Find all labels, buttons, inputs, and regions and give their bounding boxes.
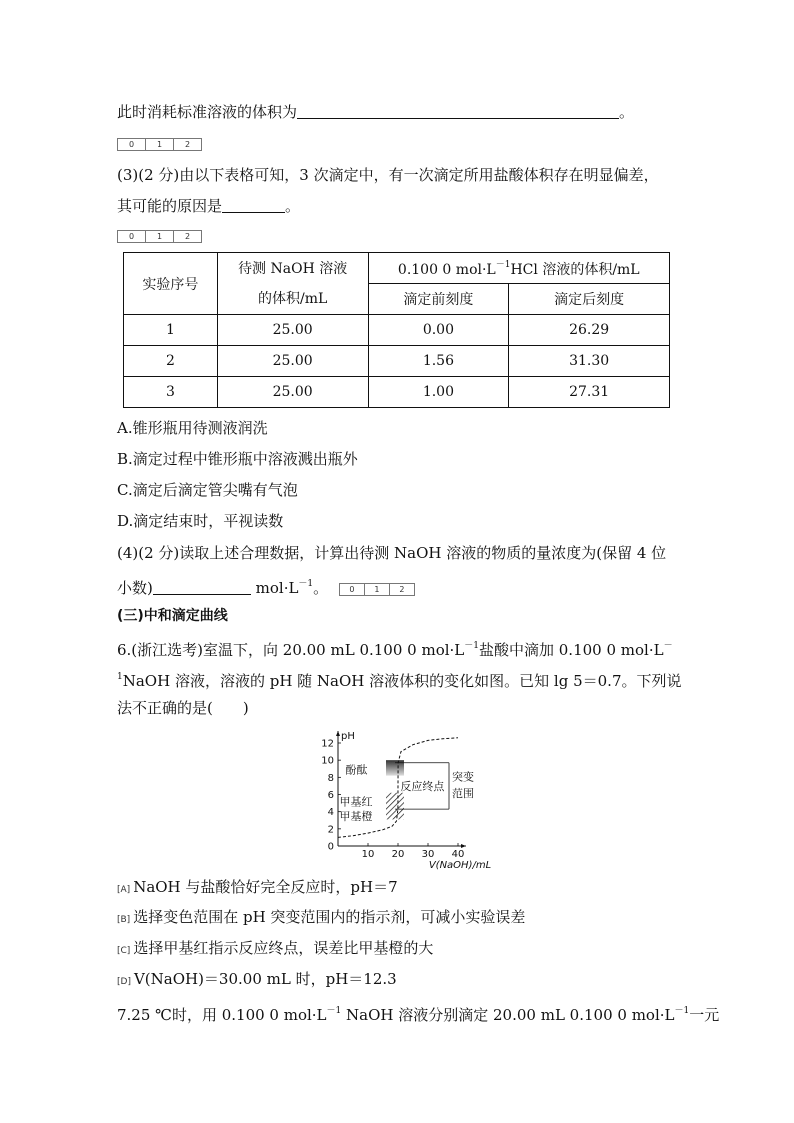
y-tick-label: 2 bbox=[327, 824, 334, 836]
y-tick-label: 10 bbox=[321, 755, 334, 767]
x-axis-label: V(NaOH)/mL bbox=[428, 860, 492, 871]
q4-answer-blank[interactable] bbox=[153, 578, 251, 595]
q3-line-2: 其可能的原因是 。 bbox=[117, 197, 301, 215]
x-axis-arrow bbox=[461, 844, 466, 848]
q4-line-2: 小数) $mol\cdot L^{-1}$。 0 1 2 bbox=[117, 574, 415, 598]
q6-option-a[interactable]: [A] NaOH 与盐酸恰好完全反应时，pH＝7 bbox=[117, 878, 398, 896]
y-axis-label: pH bbox=[341, 731, 355, 742]
score-mark[interactable]: 1 bbox=[146, 231, 174, 242]
score-mark[interactable]: 2 bbox=[184, 232, 191, 241]
label-methyl-orange: 甲基橙 bbox=[339, 809, 373, 823]
header-after: 滴定后刻度 bbox=[509, 284, 670, 315]
q3-option-d[interactable]: D.滴定结束时，平视读数 bbox=[117, 512, 284, 530]
table-row: 3 25.00 1.00 27.31 bbox=[124, 377, 670, 408]
label-jump-range-2: 范围 bbox=[452, 786, 474, 800]
x-tick-label: 20 bbox=[391, 849, 405, 860]
q6-line-2: $^1$NaOH 溶液，溶液的 pH 随 NaOH 溶液体积的变化如图。已知 lg 5＝0.7。下列说 bbox=[117, 672, 682, 690]
q6-option-b[interactable]: [B] 选择变色范围在 pH 突变范围内的指示剂，可减小实验误差 bbox=[117, 908, 526, 926]
score-mark[interactable]: 1 bbox=[146, 139, 174, 150]
titration-curve-chart bbox=[300, 725, 500, 875]
score-mark[interactable]: 0 bbox=[118, 231, 146, 242]
header-naoh-volume: 待测 NaOH 溶液 的体积/mL bbox=[217, 253, 368, 315]
score-mark[interactable]: 1 bbox=[365, 584, 390, 595]
q3-option-a[interactable]: A.锥形瓶用待测液润洗 bbox=[117, 419, 268, 437]
score-box-q3[interactable] bbox=[117, 230, 202, 243]
score-mark[interactable]: 0 bbox=[118, 139, 146, 150]
header-before: 滴定前刻度 bbox=[368, 284, 509, 315]
y-tick-label: 0 bbox=[327, 841, 334, 853]
score-mark[interactable]: 0 bbox=[340, 584, 365, 595]
score-box-q4[interactable] bbox=[339, 583, 415, 596]
q6-option-c[interactable]: [C] 选择甲基红指示反应终点，误差比甲基橙的大 bbox=[117, 939, 434, 957]
q6-line-3: 法不正确的是( ) bbox=[117, 699, 249, 717]
q3-answer-blank[interactable] bbox=[222, 196, 285, 213]
x-tick-label: 10 bbox=[361, 849, 375, 860]
methyl-indicator-range bbox=[386, 793, 404, 820]
q2-answer-line: 此时消耗标准溶液的体积为 。 bbox=[117, 103, 635, 121]
q2-answer-blank[interactable] bbox=[297, 102, 619, 119]
y-tick-label: 4 bbox=[327, 807, 334, 819]
header-hcl-volume: 0.100 0 $mol\cdot L^{-1}HCl$ 溶液的体积/mL bbox=[368, 253, 669, 284]
label-methyl-red: 甲基红 bbox=[339, 795, 373, 809]
table-row: 2 25.00 1.56 31.30 bbox=[124, 346, 670, 377]
y-tick-label: 6 bbox=[327, 790, 334, 801]
q6-option-d[interactable]: [D] V(NaOH)＝30.00 mL 时，pH＝12.3 bbox=[117, 970, 397, 988]
q4-line-1: (4)(2 分)读取上述合理数据，计算出待测 NaOH 溶液的物质的量浓度为(保留 4 位 bbox=[117, 544, 667, 562]
score-mark[interactable]: 2 bbox=[184, 140, 191, 149]
q3-option-c[interactable]: C.滴定后滴定管尖嘴有气泡 bbox=[117, 481, 298, 499]
y-axis-arrow bbox=[336, 731, 340, 736]
label-endpoint: 反应终点 bbox=[400, 779, 445, 793]
titration-data-table bbox=[123, 252, 670, 408]
q7-line-1: 7.25 ℃时，用 0.100 0 $mol\cdot L^{-1}$ NaOH 溶液分别滴定 20.00 mL 0.100 0 $mol\cdot L^{-1}$一元 bbox=[117, 1006, 720, 1024]
score-box-q2[interactable] bbox=[117, 138, 202, 151]
q3-option-b[interactable]: B.滴定过程中锥形瓶中溶液溅出瓶外 bbox=[117, 450, 358, 468]
q6-line-1: 6.(浙江选考)室温下，向 20.00 mL 0.100 0 $mol\cdot L^{-1}$盐酸中滴加 0.100 0 mol·L－ bbox=[117, 641, 673, 659]
section-heading: (三)中和滴定曲线 bbox=[117, 608, 228, 624]
header-index: 实验序号 bbox=[124, 253, 218, 315]
q3-line-1: (3)(2 分)由以下表格可知，3 次滴定中，有一次滴定所用盐酸体积存在明显偏差， bbox=[117, 166, 659, 184]
q2-answer-text: 此时消耗标准溶液的体积为 bbox=[117, 103, 298, 121]
label-jump-range-1: 突变 bbox=[452, 770, 474, 784]
score-mark[interactable]: 2 bbox=[399, 585, 405, 594]
label-phenolphthalein: 酚酞 bbox=[345, 763, 368, 777]
x-tick-label: 30 bbox=[421, 849, 435, 860]
y-tick-label: 12 bbox=[321, 738, 334, 750]
table-row: 1 25.00 0.00 26.29 bbox=[124, 315, 670, 346]
x-tick-label: 40 bbox=[451, 849, 465, 860]
y-tick-label: 8 bbox=[327, 772, 334, 784]
